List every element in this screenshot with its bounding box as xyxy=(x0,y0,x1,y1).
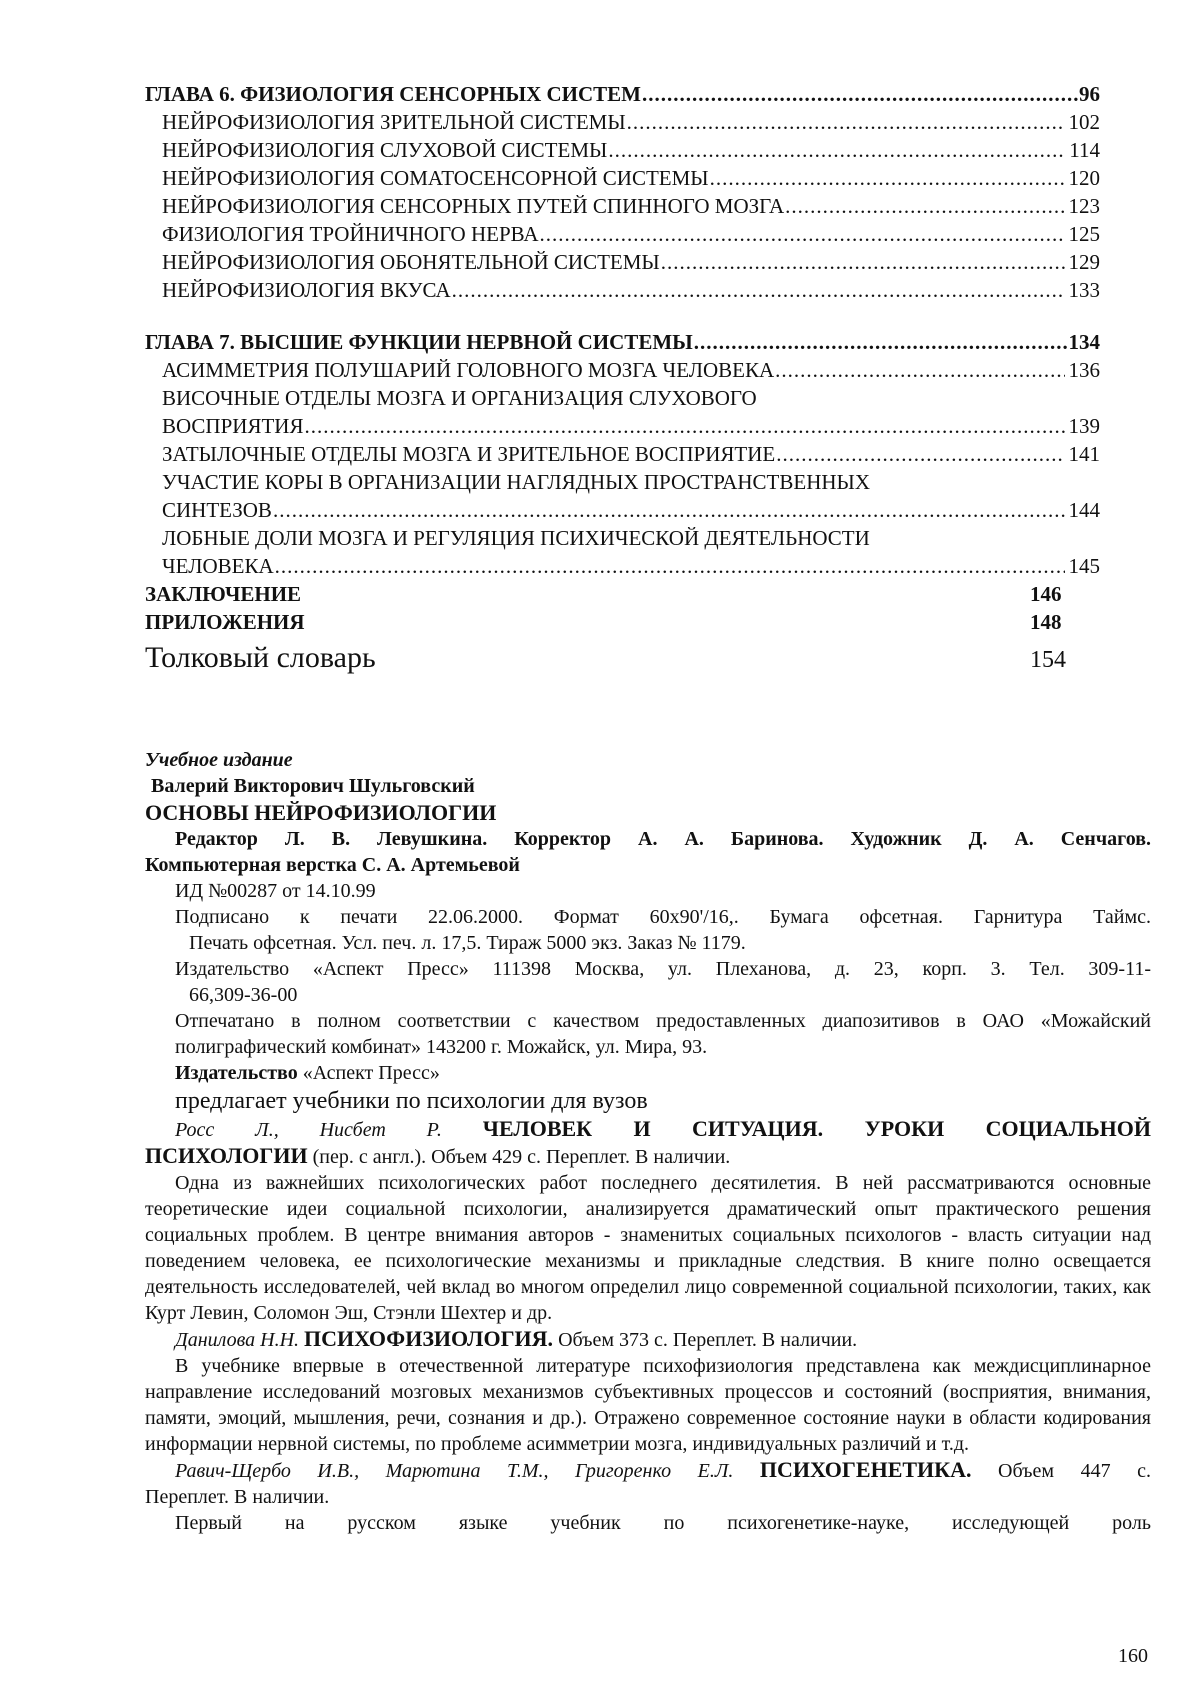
toc-entry-title: ГЛАВА 6. ФИЗИОЛОГИЯ СЕНСОРНЫХ СИСТЕМ xyxy=(145,82,641,106)
book-authors: Росс Л., Нисбет Р. xyxy=(175,1119,442,1141)
toc-entry-title-line1[interactable]: УЧАСТИЕ КОРЫ В ОРГАНИЗАЦИИ НАГЛЯДНЫХ ПРОСТРАНСТВЕННЫХ xyxy=(162,470,871,494)
toc-leader-dots xyxy=(694,328,1068,356)
toc-entry-page: 145 xyxy=(1068,554,1100,578)
book-description: Первый на русском языке учебник по психогенетике-науке, исследующей роль xyxy=(175,1512,1151,1534)
toc-entry-title: ФИЗИОЛОГИЯ ТРОЙНИЧНОГО НЕРВА xyxy=(162,222,539,246)
toc-leader-dots xyxy=(661,248,1065,276)
toc-entry-page: 134 xyxy=(1068,330,1100,354)
toc-leader-dots xyxy=(627,108,1065,136)
book-entry-header xyxy=(145,1457,1151,1484)
toc-entry-title: НЕЙРОФИЗИОЛОГИЯ ОБОНЯТЕЛЬНОЙ СИСТЕМЫ xyxy=(162,250,660,274)
book-entry-header xyxy=(145,1116,1151,1143)
toc-entry[interactable] xyxy=(145,496,1100,524)
book-entry-title[interactable]: ЧЕЛОВЕК И СИТУАЦИЯ. УРОКИ СОЦИАЛЬНОЙ xyxy=(482,1116,1151,1141)
license-number: ИД №00287 от 14.10.99 xyxy=(175,880,376,902)
toc-entry-title: ЗАТЫЛОЧНЫЕ ОТДЕЛЫ МОЗГА И ЗРИТЕЛЬНОЕ ВОСПРИЯТИЕ xyxy=(162,442,776,466)
publisher-name: «Аспект Пресс» xyxy=(302,1062,440,1084)
toc-leader-dots xyxy=(785,192,1065,220)
toc-entry-title-line2: ВОСПРИЯТИЯ xyxy=(162,414,304,438)
print-details-line: Печать офсетная. Усл. печ. л. 17,5. Тираж 5000 экз. Заказ № 1179. xyxy=(189,932,746,954)
toc-entry[interactable] xyxy=(145,192,1100,220)
toc-entry[interactable] xyxy=(145,412,1100,440)
book-authors: Данилова Н.Н. xyxy=(175,1329,300,1351)
toc-entry-page: 144 xyxy=(1068,498,1100,522)
toc-entry-title: АСИММЕТРИЯ ПОЛУШАРИЙ ГОЛОВНОГО МОЗГА ЧЕЛОВЕКА xyxy=(162,358,775,382)
toc-chapter-7[interactable] xyxy=(145,328,1100,356)
toc-entry-title: НЕЙРОФИЗИОЛОГИЯ ВКУСА xyxy=(162,278,451,302)
toc-entry-page: 154 xyxy=(1030,647,1066,673)
toc-entry[interactable] xyxy=(145,440,1100,468)
toc-entry[interactable] xyxy=(145,164,1100,192)
publisher-line xyxy=(145,1060,1151,1086)
print-details-line: Подписано к печати 22.06.2000. Формат 60x90'/16,. Бумага офсетная. Гарнитура Таймс. xyxy=(175,906,1151,928)
book-details: Объем 373 с. Переплет. В наличии. xyxy=(558,1329,858,1351)
book-details: Объем 447 с. xyxy=(998,1460,1151,1482)
book-entry-header xyxy=(145,1326,1151,1353)
toc-leader-dots xyxy=(452,276,1065,304)
book-entry-title[interactable]: ПСИХОГЕНЕТИКА. xyxy=(759,1457,972,1482)
print-details xyxy=(145,904,1151,956)
toc-entry-page: 129 xyxy=(1068,250,1100,274)
toc-entry-page: 146 xyxy=(1030,582,1062,606)
publisher-address-line: 66,309-36-00 xyxy=(189,984,298,1006)
table-of-contents xyxy=(145,80,1100,678)
offer-heading: предлагает учебники по психологии для вузов xyxy=(175,1088,648,1114)
toc-entry[interactable] xyxy=(145,108,1100,136)
toc-entry-page: 114 xyxy=(1069,138,1100,162)
toc-glossary[interactable] xyxy=(145,638,1100,678)
book-details: (пер. с англ.). Объем 429 с. Переплет. В наличии. xyxy=(312,1146,731,1168)
imprint-section xyxy=(145,747,1151,1536)
book-entry-header-cont xyxy=(145,1143,1151,1170)
toc-entry[interactable] xyxy=(145,552,1100,580)
toc-leader-dots xyxy=(540,220,1066,248)
toc-entry-title: НЕЙРОФИЗИОЛОГИЯ СЕНСОРНЫХ ПУТЕЙ СПИННОГО МОЗГА xyxy=(162,194,785,218)
staff-credits: Редактор Л. В. Левушкина. Корректор А. А. Баринова. Художник Д. А. Сенчагов. xyxy=(175,828,1151,850)
toc-leader-dots xyxy=(273,496,1065,524)
toc-appendix[interactable] xyxy=(145,608,1100,636)
toc-entry-title-line1[interactable]: ЛОБНЫЕ ДОЛИ МОЗГА И РЕГУЛЯЦИЯ ПСИХИЧЕСКОЙ ДЕЯТЕЛЬНОСТИ xyxy=(162,526,870,550)
toc-entry[interactable] xyxy=(145,248,1100,276)
toc-entry-title: ЗАКЛЮЧЕНИЕ xyxy=(145,582,302,606)
toc-entry-page: 123 xyxy=(1068,194,1100,218)
toc-leader-dots xyxy=(275,552,1065,580)
page-number: 160 xyxy=(1118,1645,1148,1667)
book-description: Одна из важнейших психологических работ последнего десятилетия. В ней рассматриваются основные теоретические идеи социальной психологии, анализируется драматический опыт практического решения социальных проблем. В центре внимания авторов - знаменитых социальных психологов - власть ситуации над поведением человека, ее психологические механизмы и прикладные следствия. В книге полно освещается деятельность исследователей, чей вклад во многом определил лицо современной социальной психологии, таких, как Курт Левин, Соломон Эш, Стэнли Шехтер и др. xyxy=(145,1172,1151,1324)
toc-entry-page: 96 xyxy=(1079,82,1100,106)
toc-entry-page: 141 xyxy=(1068,442,1100,466)
toc-entry-page: 139 xyxy=(1068,414,1100,438)
toc-entry[interactable] xyxy=(145,356,1100,384)
toc-leader-dots xyxy=(775,356,1065,384)
toc-entry-title-line1[interactable]: ВИСОЧНЫЕ ОТДЕЛЫ МОЗГА И ОРГАНИЗАЦИЯ СЛУХОВОГО xyxy=(162,386,757,410)
toc-entry-title: НЕЙРОФИЗИОЛОГИЯ СОМАТОСЕНСОРНОЙ СИСТЕМЫ xyxy=(162,166,709,190)
toc-entry[interactable] xyxy=(145,276,1100,304)
toc-conclusion[interactable] xyxy=(145,580,1100,608)
toc-entry-page: 125 xyxy=(1068,222,1100,246)
book-title: ОСНОВЫ НЕЙРОФИЗИОЛОГИИ xyxy=(145,800,497,825)
publisher-address-line: Издательство «Аспект Пресс» 111398 Москва, ул. Плеханова, д. 23, корп. 3. Тел. 309-11- xyxy=(175,958,1151,980)
book-entry-title[interactable]: ПСИХОФИЗИОЛОГИЯ. xyxy=(304,1326,554,1351)
book-details-cont: Переплет. В наличии. xyxy=(145,1486,330,1508)
toc-entry-title: ПРИЛОЖЕНИЯ xyxy=(145,610,305,634)
publisher-address xyxy=(145,956,1151,1008)
toc-entry-page: 133 xyxy=(1068,278,1100,302)
toc-entry-page: 148 xyxy=(1030,610,1062,634)
toc-entry-title: НЕЙРОФИЗИОЛОГИЯ СЛУХОВОЙ СИСТЕМЫ xyxy=(162,138,608,162)
toc-entry-page: 136 xyxy=(1068,358,1100,382)
printed-note: Отпечатано в полном соответствии с качеством предоставленных диапозитивов в ОАО «Можайский полиграфический комбинат» 143200 г. Можайск, ул. Мира, 93. xyxy=(175,1010,1151,1058)
toc-entry-title: НЕЙРОФИЗИОЛОГИЯ ЗРИТЕЛЬНОЙ СИСТЕМЫ xyxy=(162,110,626,134)
staff-credits-cont: Компьютерная верстка С. А. Артемьевой xyxy=(145,854,520,876)
toc-entry[interactable] xyxy=(145,136,1100,164)
edition-type: Учебное издание xyxy=(145,749,293,771)
author-name: Валерий Викторович Шульговский xyxy=(151,775,475,797)
toc-leader-dots xyxy=(608,136,1065,164)
toc-entry-title: ГЛАВА 7. ВЫСШИЕ ФУНКЦИИ НЕРВНОЙ СИСТЕМЫ xyxy=(145,330,693,354)
toc-entry-title-line2: ЧЕЛОВЕКА xyxy=(162,554,274,578)
publisher-label: Издательство xyxy=(175,1062,298,1084)
toc-entry-page: 120 xyxy=(1068,166,1100,190)
toc-entry-title: Толковый словарь xyxy=(145,641,376,674)
book-description: В учебнике впервые в отечественной литературе психофизиология представлена как междисциплинарное направление исследований мозговых механизмов субъективных процессов и состояний (восприятия, внимания, памяти, эмоций, мышления, речи, сознания и др.). Отражено современное состояние науки в области кодирования информации нервной системы, по проблеме асимметрии мозга, индивидуальных различий и т.д. xyxy=(145,1355,1151,1455)
toc-entry-page: 102 xyxy=(1068,110,1100,134)
book-entry-title-cont[interactable]: ПСИХОЛОГИИ xyxy=(145,1143,308,1168)
toc-chapter-6[interactable] xyxy=(145,80,1100,108)
toc-entry-title-line2: СИНТЕЗОВ xyxy=(162,498,272,522)
toc-leader-dots xyxy=(776,440,1065,468)
toc-leader-dots xyxy=(642,80,1078,108)
toc-entry[interactable] xyxy=(145,220,1100,248)
toc-leader-dots xyxy=(304,412,1065,440)
toc-leader-dots xyxy=(710,164,1065,192)
book-authors: Равич-Щербо И.В., Марютина Т.М., Григоренко Е.Л. xyxy=(175,1460,734,1482)
